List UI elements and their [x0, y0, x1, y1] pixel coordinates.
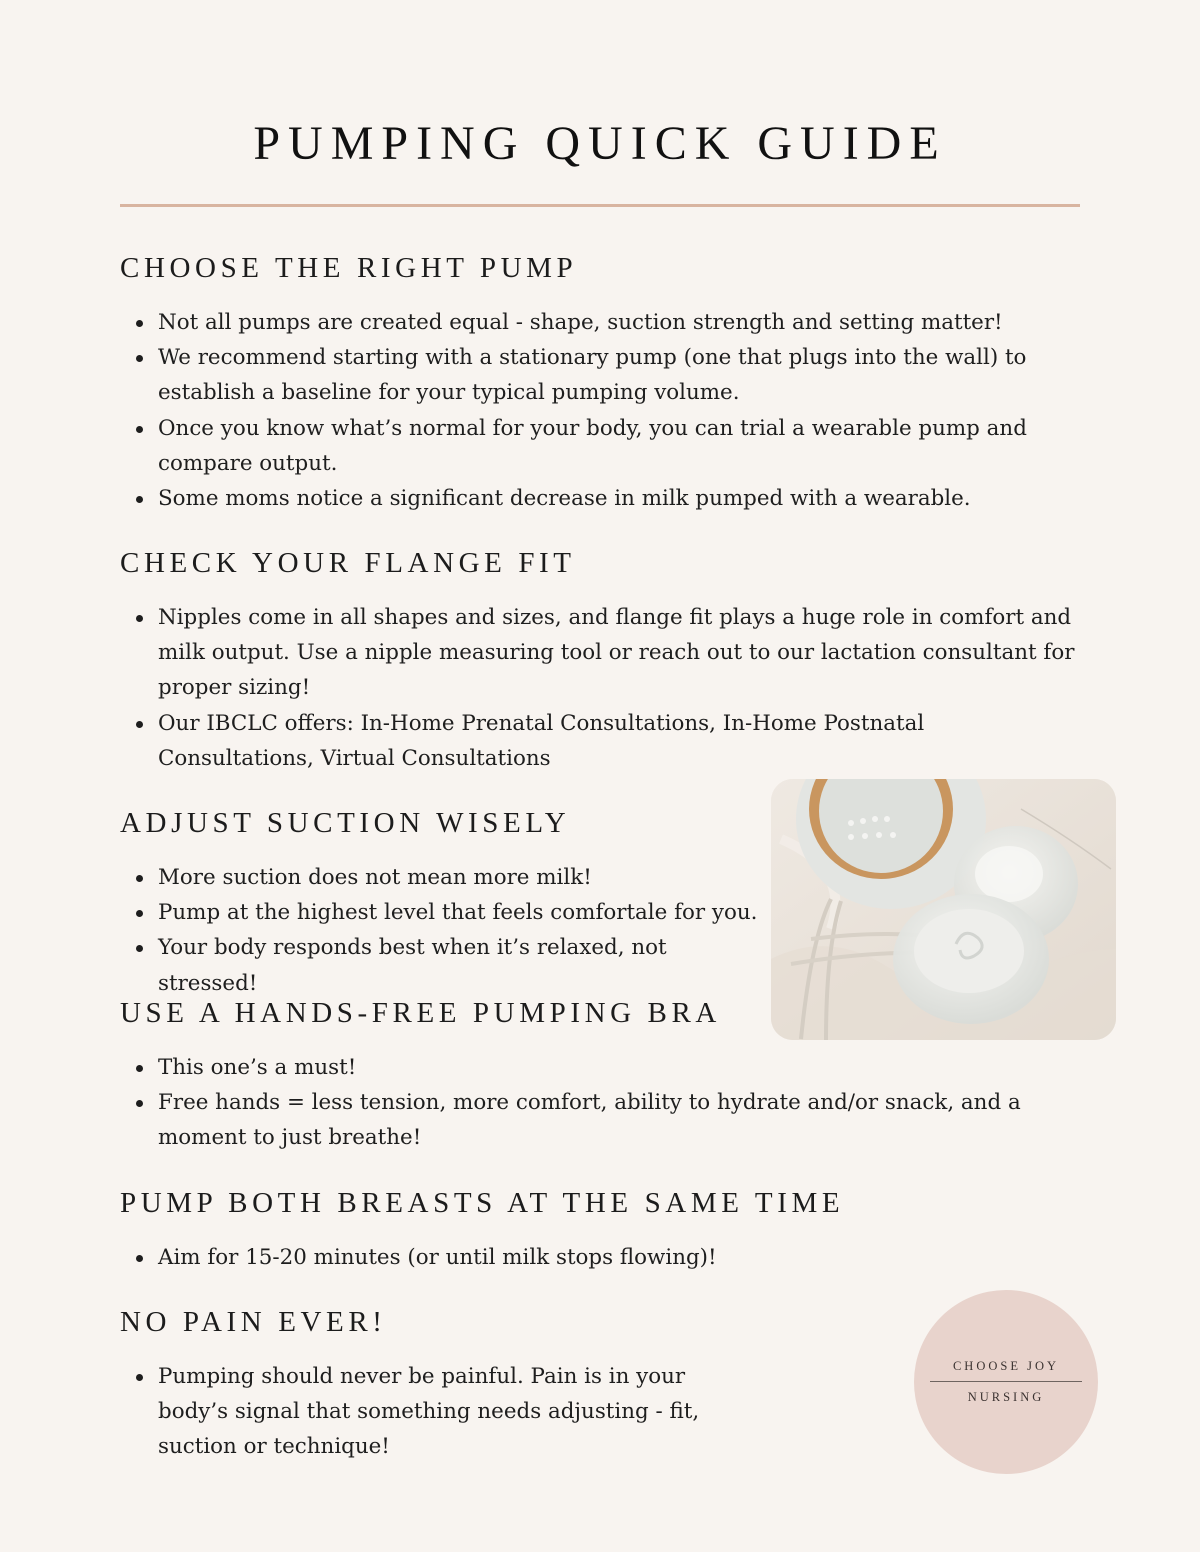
list-item: More suction does not mean more milk! — [120, 860, 770, 895]
brand-badge — [914, 1290, 1098, 1474]
title-divider — [120, 204, 1080, 207]
section-adjust-suction — [120, 807, 770, 1001]
section-flange-fit — [120, 547, 1085, 776]
list-item: Once you know what’s normal for your body, you can trial a wearable pump and compare output. — [120, 411, 1080, 481]
section-heading: CHECK YOUR FLANGE FIT — [120, 547, 576, 579]
section-heading: ADJUST SUCTION WISELY — [120, 807, 571, 839]
list-item: We recommend starting with a stationary pump (one that plugs into the wall) to establish a baseline for your typical pumping volume. — [120, 340, 1080, 410]
badge-divider — [930, 1381, 1082, 1382]
list-item: This one’s a must! — [120, 1050, 1085, 1085]
breast-pump-photo — [771, 779, 1116, 1040]
section-no-pain — [120, 1306, 730, 1465]
section-choose-pump — [120, 252, 1080, 516]
list-item: Aim for 15-20 minutes (or until milk stops flowing)! — [120, 1240, 1085, 1275]
section-heading: PUMP BOTH BREASTS AT THE SAME TIME — [120, 1187, 845, 1219]
section-heading: NO PAIN EVER! — [120, 1306, 387, 1338]
list-item: Your body responds best when it’s relaxed, not stressed! — [120, 930, 770, 1000]
section-heading: USE A HANDS-FREE PUMPING BRA — [120, 997, 721, 1029]
bullet-list — [120, 860, 770, 1001]
section-both-breasts — [120, 1187, 1085, 1275]
bullet-list — [120, 600, 1085, 776]
brand-name-line1: CHOOSE JOY — [952, 1359, 1060, 1373]
bullet-list — [120, 1240, 1085, 1275]
list-item: Pumping should never be painful. Pain is in your body’s signal that something needs adjusting - fit, suction or technique! — [120, 1359, 730, 1465]
bullet-list — [120, 305, 1080, 516]
bullet-list — [120, 1359, 730, 1465]
list-item: Some moms notice a significant decrease in milk pumped with a wearable. — [120, 481, 1080, 516]
list-item: Free hands = less tension, more comfort, ability to hydrate and/or snack, and a moment to just breathe! — [120, 1085, 1085, 1155]
page-title: PUMPING QUICK GUIDE — [253, 117, 947, 170]
list-item: Nipples come in all shapes and sizes, and flange fit plays a huge role in comfort and milk output. Use a nipple measuring tool or reach out to our lactation consultant for proper sizing! — [120, 600, 1085, 706]
list-item: Our IBCLC offers: In-Home Prenatal Consultations, In-Home Postnatal Consultations, Virtual Consultations — [120, 706, 1085, 776]
brand-name-line2: NURSING — [967, 1390, 1045, 1404]
section-heading: CHOOSE THE RIGHT PUMP — [120, 252, 578, 284]
list-item: Pump at the highest level that feels comfortale for you. — [120, 895, 770, 930]
list-item: Not all pumps are created equal - shape, suction strength and setting matter! — [120, 305, 1080, 340]
bullet-list — [120, 1050, 1085, 1156]
